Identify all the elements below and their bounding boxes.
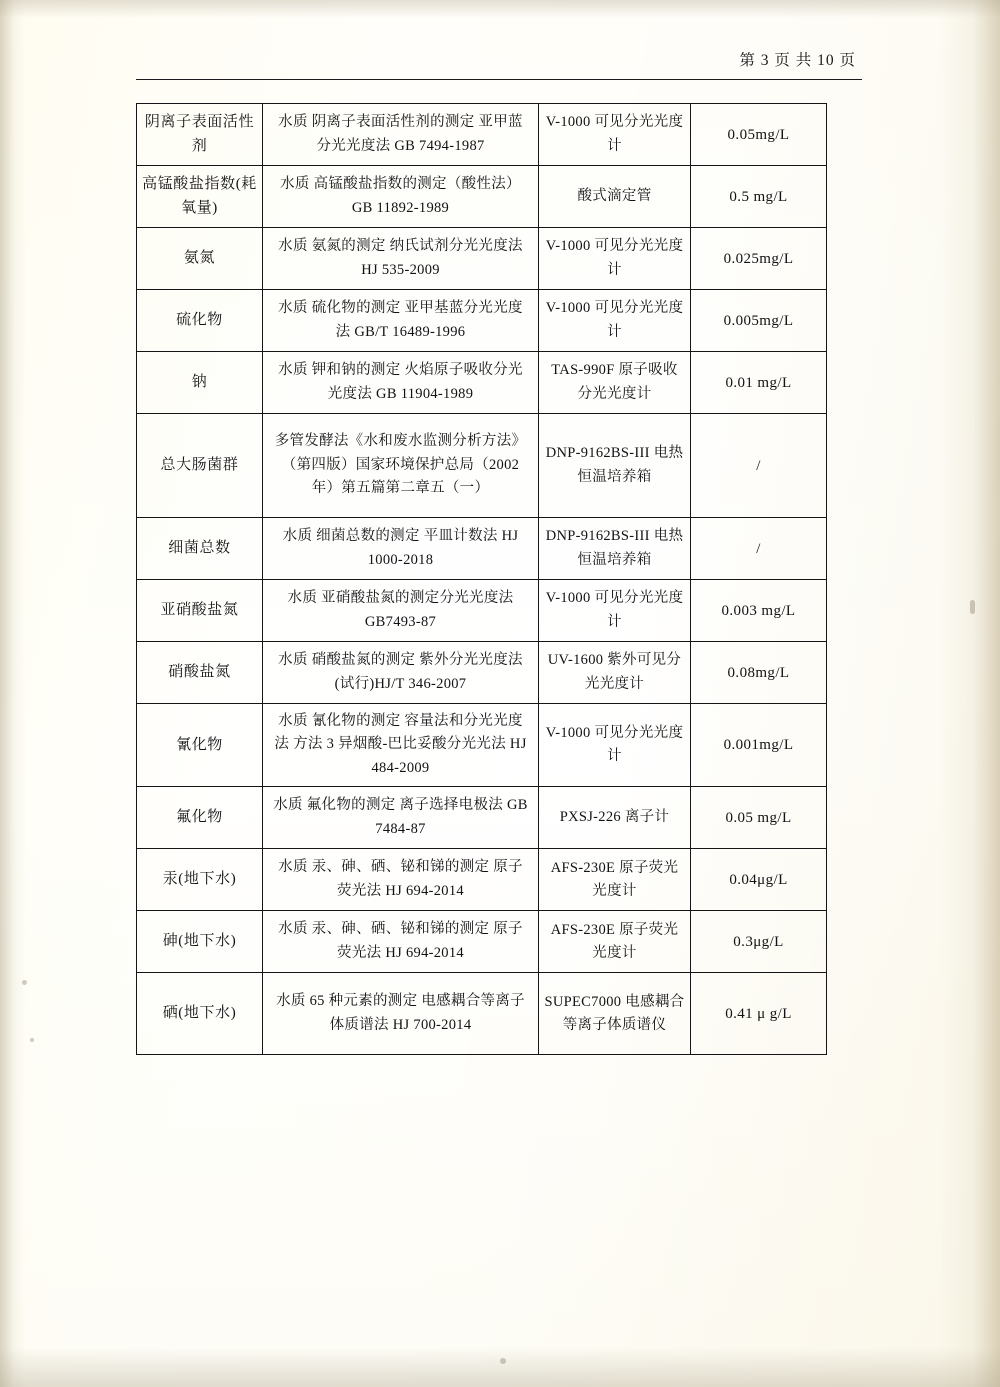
cell-method: 水质 65 种元素的测定 电感耦合等离子体质谱法 HJ 700-2014 [263, 973, 539, 1055]
cell-item: 氨氮 [137, 228, 263, 290]
cell-item: 高锰酸盐指数(耗氧量) [137, 166, 263, 228]
paper-speck [500, 1358, 506, 1364]
cell-item: 氟化物 [137, 787, 263, 849]
cell-item: 细菌总数 [137, 518, 263, 580]
cell-device: PXSJ-226 离子计 [539, 787, 691, 849]
table-row [137, 414, 827, 518]
cell-detection-limit: 0.001mg/L [691, 704, 827, 787]
cell-device: V-1000 可见分光光度计 [539, 228, 691, 290]
cell-device: AFS-230E 原子荧光光度计 [539, 911, 691, 973]
cell-device: V-1000 可见分光光度计 [539, 104, 691, 166]
cell-item: 汞(地下水) [137, 849, 263, 911]
table-row [137, 518, 827, 580]
cell-method: 水质 钾和钠的测定 火焰原子吸收分光光度法 GB 11904-1989 [263, 352, 539, 414]
cell-method: 水质 硝酸盐氮的测定 紫外分光光度法(试行)HJ/T 346-2007 [263, 642, 539, 704]
cell-detection-limit: 0.5 mg/L [691, 166, 827, 228]
table-row [137, 290, 827, 352]
cell-item: 氰化物 [137, 704, 263, 787]
cell-method: 水质 氨氮的测定 纳氏试剂分光光度法 HJ 535-2009 [263, 228, 539, 290]
table-row [137, 911, 827, 973]
cell-device: TAS-990F 原子吸收分光光度计 [539, 352, 691, 414]
cell-method: 水质 阴离子表面活性剂的测定 亚甲蓝分光光度法 GB 7494-1987 [263, 104, 539, 166]
cell-detection-limit: 0.3μg/L [691, 911, 827, 973]
cell-device: SUPEC7000 电感耦合等离子体质谱仪 [539, 973, 691, 1055]
cell-method: 水质 细菌总数的测定 平皿计数法 HJ 1000-2018 [263, 518, 539, 580]
header-divider [136, 79, 862, 80]
cell-item: 阴离子表面活性剂 [137, 104, 263, 166]
cell-device: V-1000 可见分光光度计 [539, 704, 691, 787]
table-row [137, 849, 827, 911]
table-row [137, 104, 827, 166]
cell-item: 钠 [137, 352, 263, 414]
cell-detection-limit: 0.005mg/L [691, 290, 827, 352]
table-row [137, 352, 827, 414]
cell-item: 硫化物 [137, 290, 263, 352]
cell-detection-limit: 0.05 mg/L [691, 787, 827, 849]
cell-device: DNP-9162BS-III 电热恒温培养箱 [539, 414, 691, 518]
cell-method: 水质 氟化物的测定 离子选择电极法 GB 7484-87 [263, 787, 539, 849]
cell-item: 亚硝酸盐氮 [137, 580, 263, 642]
cell-method: 水质 亚硝酸盐氮的测定分光光度法 GB7493-87 [263, 580, 539, 642]
cell-detection-limit: / [691, 518, 827, 580]
table-row [137, 580, 827, 642]
cell-device: DNP-9162BS-III 电热恒温培养箱 [539, 518, 691, 580]
cell-item: 硒(地下水) [137, 973, 263, 1055]
paper-speck [30, 1038, 34, 1042]
cell-item: 硝酸盐氮 [137, 642, 263, 704]
cell-device: UV-1600 紫外可见分光光度计 [539, 642, 691, 704]
test-methods-table-container [136, 103, 826, 1055]
table-row [137, 228, 827, 290]
cell-method: 水质 高锰酸盐指数的测定（酸性法） GB 11892-1989 [263, 166, 539, 228]
cell-detection-limit: / [691, 414, 827, 518]
page-edge-shadow-left [0, 0, 26, 1387]
page-edge-shadow-right [940, 0, 1000, 1387]
cell-device: V-1000 可见分光光度计 [539, 580, 691, 642]
cell-detection-limit: 0.04μg/L [691, 849, 827, 911]
paper-speck [970, 600, 975, 614]
cell-method: 水质 汞、砷、硒、铋和锑的测定 原子荧光法 HJ 694-2014 [263, 849, 539, 911]
table-row [137, 973, 827, 1055]
test-methods-table [136, 103, 827, 1055]
paper-speck [22, 980, 27, 985]
cell-device: AFS-230E 原子荧光光度计 [539, 849, 691, 911]
cell-device: V-1000 可见分光光度计 [539, 290, 691, 352]
table-row [137, 166, 827, 228]
table-row [137, 704, 827, 787]
page-edge-shadow-bottom [0, 1347, 1000, 1387]
page-number-label: 第 3 页 共 10 页 [739, 52, 856, 69]
table-row [137, 642, 827, 704]
cell-detection-limit: 0.05mg/L [691, 104, 827, 166]
cell-method: 水质 氰化物的测定 容量法和分光光度法 方法 3 异烟酸-巴比妥酸分光光法 HJ 484-2009 [263, 704, 539, 787]
cell-device: 酸式滴定管 [539, 166, 691, 228]
cell-detection-limit: 0.025mg/L [691, 228, 827, 290]
cell-method: 多管发酵法《水和废水监测分析方法》（第四版）国家环境保护总局（2002 年）第五篇第二章五（一） [263, 414, 539, 518]
table-row [137, 787, 827, 849]
cell-method: 水质 硫化物的测定 亚甲基蓝分光光度法 GB/T 16489-1996 [263, 290, 539, 352]
cell-method: 水质 汞、砷、硒、铋和锑的测定 原子荧光法 HJ 694-2014 [263, 911, 539, 973]
cell-item: 砷(地下水) [137, 911, 263, 973]
cell-detection-limit: 0.003 mg/L [691, 580, 827, 642]
cell-detection-limit: 0.08mg/L [691, 642, 827, 704]
page-header [136, 48, 862, 82]
cell-detection-limit: 0.01 mg/L [691, 352, 827, 414]
page-edge-shadow-top [0, 0, 1000, 18]
cell-detection-limit: 0.41 μ g/L [691, 973, 827, 1055]
cell-item: 总大肠菌群 [137, 414, 263, 518]
table-body [137, 104, 827, 1055]
